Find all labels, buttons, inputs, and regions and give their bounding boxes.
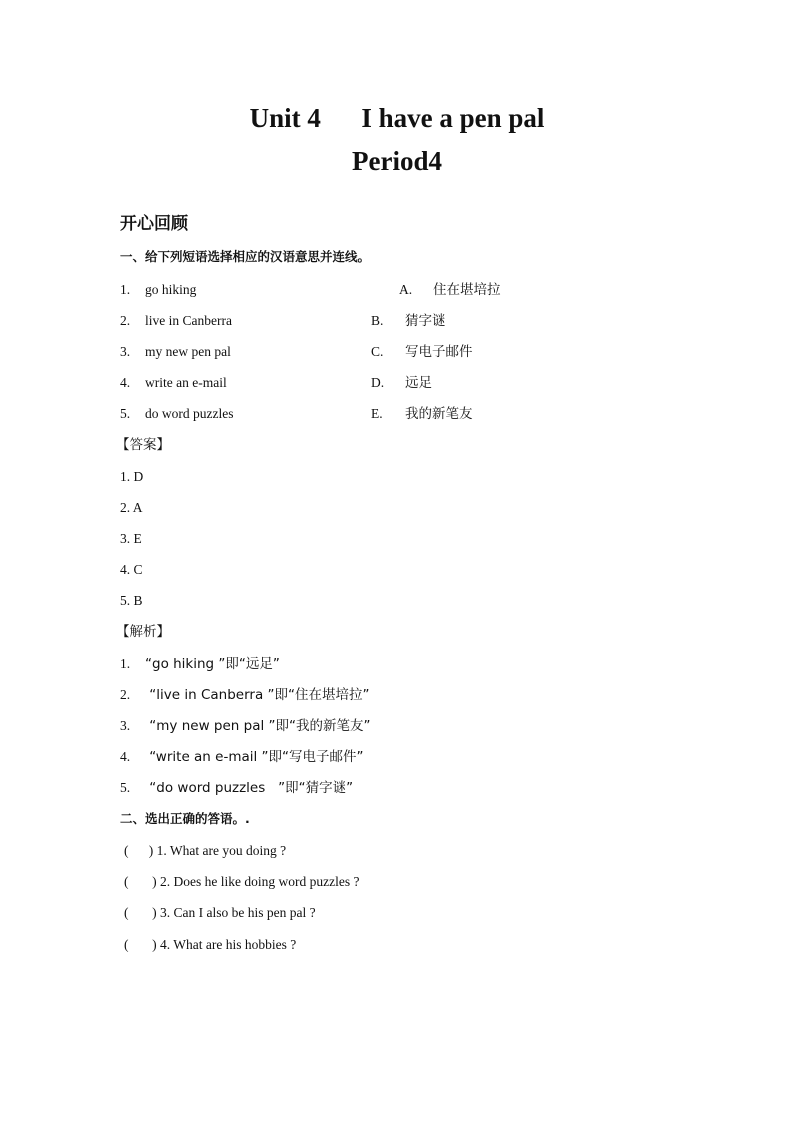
answer-item: 5. B [120, 593, 143, 608]
q2-item: ( ) 1. What are you doing ? [124, 843, 287, 858]
q2-item: ( ) 3. Can I also be his pen pal ? [124, 905, 316, 920]
section-title: 开心回顾 [120, 214, 188, 234]
analysis-item: 4. “write an e-mail ”即“写电子邮件” [120, 749, 364, 765]
q2-instruction: 二、选出正确的答语。. [120, 811, 250, 826]
analysis-item: 2. “live in Canberra ”即“住在堪培拉” [120, 687, 370, 703]
q1-left-item: 2. live in Canberra [120, 313, 232, 328]
document-title: Unit 4 I have a pen pal [249, 103, 545, 133]
q1-left-item: 3. my new pen pal [120, 344, 231, 359]
q1-right-item: C. 写电子邮件 [371, 344, 473, 360]
q2-item: ( ) 2. Does he like doing word puzzles ? [124, 874, 360, 889]
answer-item: 1. D [120, 469, 144, 484]
analysis-item: 5. “do word puzzles ”即“猜字谜” [120, 780, 354, 796]
q1-left-item: 1. go hiking [120, 282, 197, 297]
analysis-label: 【解析】 [116, 624, 170, 640]
q1-right-item: E. 我的新笔友 [371, 406, 473, 422]
answer-item: 3. E [120, 531, 142, 546]
answer-item: 4. C [120, 562, 143, 577]
q1-instruction: 一、给下列短语选择相应的汉语意思并连线。 [120, 249, 371, 264]
answer-label: 【答案】 [116, 437, 170, 453]
q1-right-item: B. 猜字谜 [371, 313, 446, 329]
q1-left-item: 5. do word puzzles [120, 406, 234, 421]
document-subtitle: Period4 [352, 146, 442, 176]
q2-item: ( ) 4. What are his hobbies ? [124, 937, 297, 952]
analysis-item: 3. “my new pen pal ”即“我的新笔友” [120, 718, 371, 734]
q1-right-item: D. 远足 [371, 375, 432, 391]
answer-item: 2. A [120, 500, 143, 515]
analysis-item: 1. “go hiking ”即“远足” [120, 656, 280, 672]
q1-right-item: A. 住在堪培拉 [399, 282, 501, 298]
q1-left-item: 4. write an e-mail [120, 375, 227, 390]
